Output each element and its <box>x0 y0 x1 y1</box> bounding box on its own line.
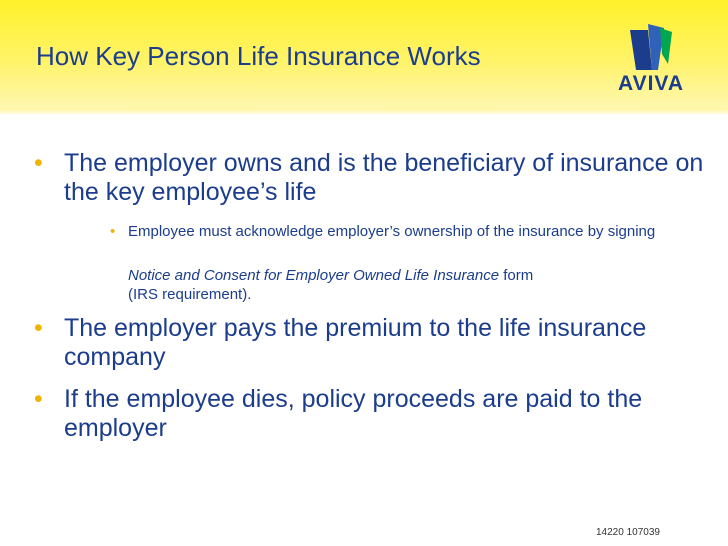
bullet-proceeds-paid <box>34 385 704 443</box>
bullet-text: The employer owns and is the beneficiary of insurance on the key employee’s life <box>64 149 704 206</box>
sub-bullet-notice-form <box>128 266 698 304</box>
logo-wordmark: AVIVA <box>617 72 685 95</box>
bullet-dot-icon: • <box>34 314 43 342</box>
bullet-text: If the employee dies, policy proceeds are paid to the employer <box>64 385 643 442</box>
notice-form-name: Notice and Consent for Employer Owned Life Insurance <box>128 267 500 284</box>
bullet-text: The employer pays the premium to the life insurance company <box>64 314 647 371</box>
slide-title: How Key Person Life Insurance Works <box>36 41 481 71</box>
footer-code: 14220 107039 <box>596 527 660 538</box>
bullet-dot-icon: • <box>34 385 43 413</box>
bullet-employer-pays <box>34 314 704 372</box>
bullet-employer-owns <box>34 149 704 207</box>
bullet-dot-icon: • <box>110 223 116 240</box>
irs-requirement: (IRS requirement). <box>128 286 252 303</box>
bullet-dot-icon: • <box>34 149 43 177</box>
notice-form-suffix: form <box>499 267 534 284</box>
sub-bullet-text: Employee must acknowledge employer’s ownership of the insurance by signing <box>128 223 656 240</box>
sub-bullet-acknowledge <box>110 222 690 241</box>
